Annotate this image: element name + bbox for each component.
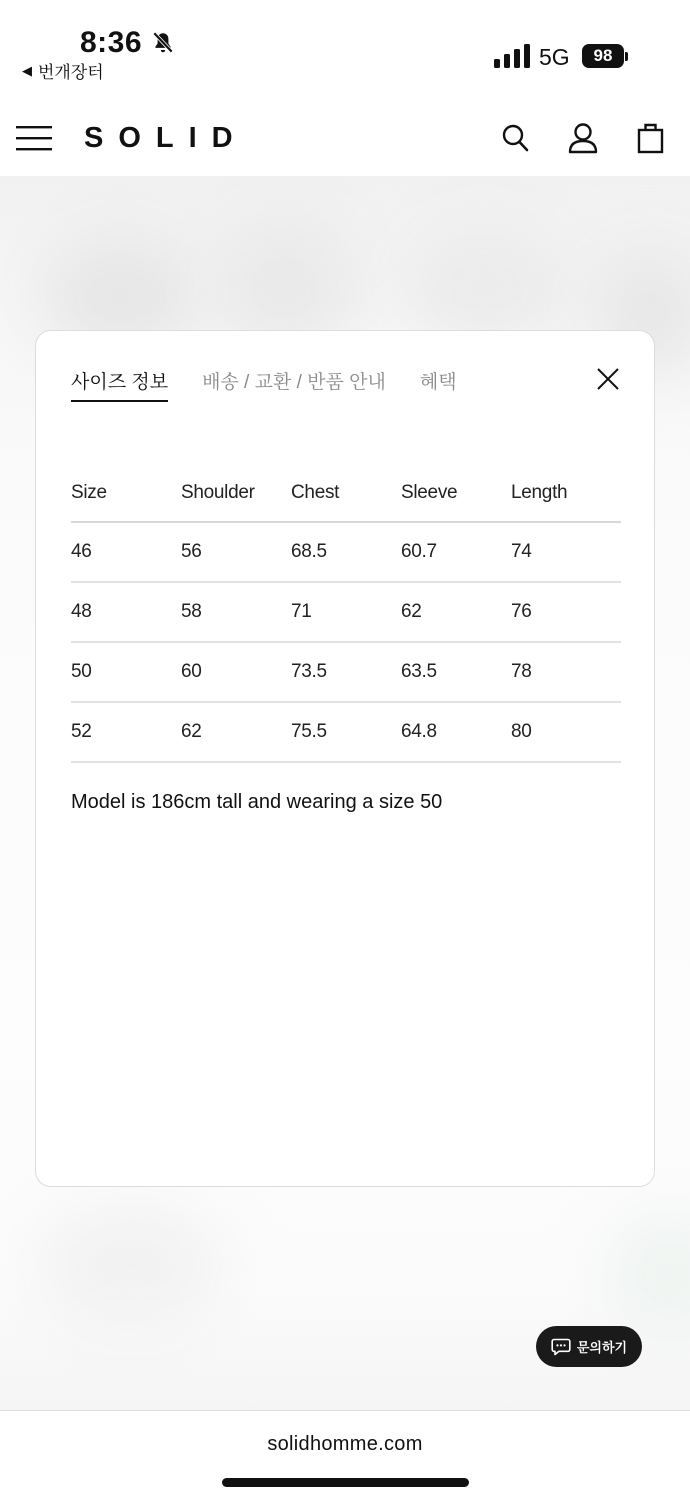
battery-nub xyxy=(625,52,628,61)
site-url[interactable]: solidhomme.com xyxy=(267,1433,423,1455)
table-header-row xyxy=(71,464,621,522)
inquiry-chat-button[interactable] xyxy=(536,1326,642,1367)
close-icon[interactable] xyxy=(596,367,620,391)
tab-shipping-returns[interactable]: 배송 / 교환 / 반품 안내 xyxy=(202,372,386,393)
search-icon[interactable] xyxy=(501,122,531,154)
cell-sleeve: 60.7 xyxy=(401,522,511,582)
cell-length: 74 xyxy=(511,522,621,582)
column-header-sleeve: Sleeve xyxy=(401,464,511,522)
signal-bars-icon xyxy=(494,44,530,68)
table-row xyxy=(71,642,621,702)
back-to-app-link[interactable] xyxy=(22,58,104,83)
user-icon[interactable] xyxy=(568,122,598,154)
modal-tabs xyxy=(71,367,457,402)
network-type: 5G xyxy=(539,44,570,70)
site-header xyxy=(0,100,690,176)
cell-shoulder: 58 xyxy=(181,582,291,642)
backdrop-blur xyxy=(400,226,570,346)
home-indicator[interactable] xyxy=(222,1478,469,1487)
tab-benefits[interactable]: 혜택 xyxy=(419,372,457,393)
cell-chest: 68.5 xyxy=(291,522,401,582)
column-header-size: Size xyxy=(71,464,181,522)
table-row xyxy=(71,522,621,582)
cell-size: 52 xyxy=(71,702,181,762)
hamburger-menu-icon[interactable] xyxy=(16,124,52,152)
backdrop-blur xyxy=(610,1216,690,1336)
cell-chest: 71 xyxy=(291,582,401,642)
bell-slash-icon xyxy=(150,30,176,56)
cell-sleeve: 62 xyxy=(401,582,511,642)
battery-level: 98 xyxy=(582,44,624,68)
status-bar xyxy=(0,0,690,100)
cell-shoulder: 62 xyxy=(181,702,291,762)
chat-button-label: 문의하기 xyxy=(576,1340,628,1355)
shopping-bag-icon[interactable] xyxy=(636,122,666,154)
battery-indicator xyxy=(582,44,628,68)
model-size-note: Model is 186cm tall and wearing a size 50 xyxy=(71,791,443,813)
cell-sleeve: 63.5 xyxy=(401,642,511,702)
site-logo[interactable]: SOLID xyxy=(84,122,248,154)
size-table xyxy=(71,464,621,763)
size-info-modal xyxy=(35,330,655,1187)
table-row xyxy=(71,702,621,762)
backdrop-blur xyxy=(40,1206,220,1326)
back-triangle-icon: ◀ xyxy=(22,62,32,78)
cell-size: 50 xyxy=(71,642,181,702)
cell-length: 78 xyxy=(511,642,621,702)
column-header-length: Length xyxy=(511,464,621,522)
cell-size: 46 xyxy=(71,522,181,582)
cell-length: 76 xyxy=(511,582,621,642)
cell-chest: 73.5 xyxy=(291,642,401,702)
cell-shoulder: 56 xyxy=(181,522,291,582)
status-time: 8:36 xyxy=(80,26,143,59)
tab-size-info[interactable]: 사이즈 정보 xyxy=(71,367,168,402)
table-row xyxy=(71,582,621,642)
back-app-label: 번개장터 xyxy=(38,63,104,82)
cell-chest: 75.5 xyxy=(291,702,401,762)
cell-shoulder: 60 xyxy=(181,642,291,702)
cell-sleeve: 64.8 xyxy=(401,702,511,762)
cell-length: 80 xyxy=(511,702,621,762)
chat-bubble-icon xyxy=(551,1338,571,1356)
browser-footer xyxy=(0,1410,690,1500)
column-header-chest: Chest xyxy=(291,464,401,522)
column-header-shoulder: Shoulder xyxy=(181,464,291,522)
cell-size: 48 xyxy=(71,582,181,642)
